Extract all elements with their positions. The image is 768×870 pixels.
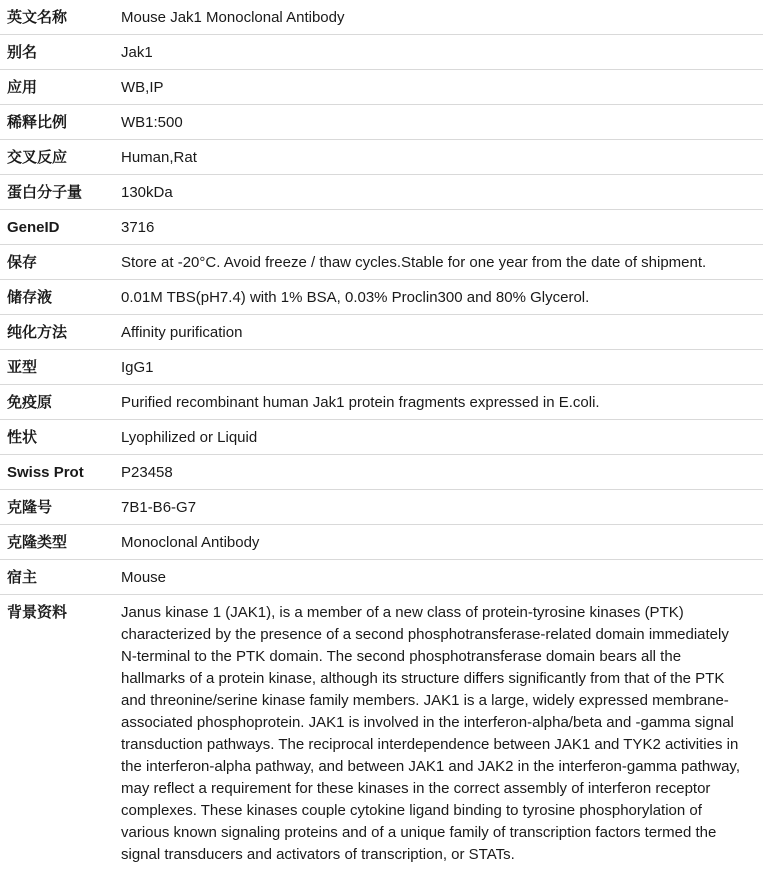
row-label: 稀释比例 [7,114,68,131]
table-row [0,140,763,175]
row-value: 0.01M TBS(pH7.4) with 1% BSA, 0.03% Proclin300 and 80% Glycerol. [121,289,590,306]
row-label: 交叉反应 [7,149,68,166]
row-value: Store at -20°C. Avoid freeze / thaw cycles.Stable for one year from the date of shipment. [121,254,707,271]
row-value: Purified recombinant human Jak1 protein fragments expressed in E.coli. [121,394,600,411]
table-row [0,490,763,525]
row-label: 蛋白分子量 [7,184,83,201]
table-row [0,210,763,245]
table-row [0,70,763,105]
table-row [0,385,763,420]
row-label: 保存 [7,254,38,271]
table-row [0,315,763,350]
row-label: 纯化方法 [7,324,68,341]
row-label: 背景资料 [7,604,68,621]
table-row [0,455,763,490]
row-value: WB1:500 [121,114,183,131]
table-row [0,560,763,595]
table-row [0,105,763,140]
table-row [0,595,763,870]
row-label: 英文名称 [7,9,68,26]
row-label: 克隆类型 [7,534,68,551]
row-value: Monoclonal Antibody [121,534,260,551]
row-value: Mouse Jak1 Monoclonal Antibody [121,9,345,26]
row-value: P23458 [121,464,173,481]
row-value: WB,IP [121,79,164,96]
row-label: Swiss Prot [7,464,84,481]
table-row [0,0,763,35]
row-label: 储存液 [7,289,53,306]
row-value: 130kDa [121,184,173,201]
row-value: Janus kinase 1 (JAK1), is a member of a new class of protein-tyrosine kinases (PTK) characterized by the presence of a second phosphotransferase-related domain immediately N-terminal to the PTK domain. The second phosphotransferase domain bears all the hallmarks of a protein kinase, although its structure differs significantly from that of the PTK and threonine/serine kinase family members. JAK1 is a large, widely expressed membrane-associated phosphoprotein. JAK1 is involved in the interferon-alpha/beta and -gamma signal transduction pathways. The reciprocal interdependence between JAK1 and TYK2 activities in the interferon-alpha pathway, and between JAK1 and JAK2 in the interferon-gamma pathway, may reflect a requirement for these kinases in the correct assembly of interferon receptor complexes. These kinases couple cytokine ligand binding to tyrosine phosphorylation of various known signaling proteins and of a unique family of transcription factors termed the signal transducers and activators of transcription, or STATs. [121,604,740,863]
table-row [0,175,763,210]
row-value: Lyophilized or Liquid [121,429,258,446]
table-row [0,245,763,280]
row-label: 亚型 [7,359,38,376]
table-row [0,525,763,560]
table-row [0,280,763,315]
table-row [0,420,763,455]
row-label: 宿主 [7,569,38,586]
row-value: 3716 [121,219,155,236]
table-row [0,35,763,70]
row-label: 应用 [7,79,38,96]
row-value: 7B1-B6-G7 [121,499,197,516]
row-value: Affinity purification [121,324,243,341]
row-label: 免疫原 [7,394,53,411]
row-value: Mouse [121,569,167,586]
row-value: IgG1 [121,359,154,376]
row-label: 别名 [7,44,38,61]
table-row [0,350,763,385]
row-label: GeneID [7,219,60,236]
row-label: 性状 [7,429,38,446]
row-value: Human,Rat [121,149,197,166]
row-value: Jak1 [121,44,153,61]
row-label: 克隆号 [7,499,53,516]
